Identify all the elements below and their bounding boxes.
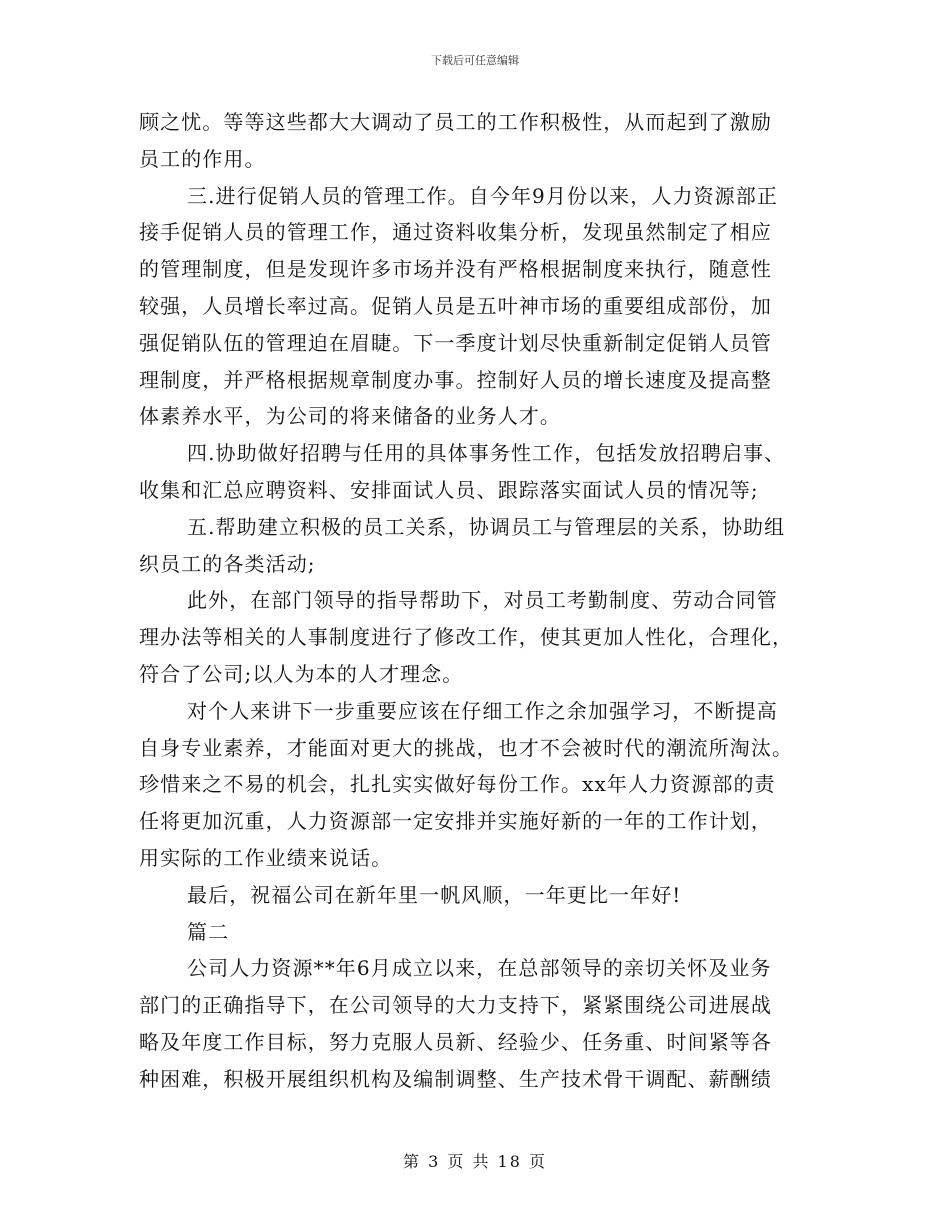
text-line: 种困难，积极开展组织机构及编制调整、生产技术骨干调配、薪酬绩 (139, 1066, 772, 1091)
text-line: 收集和汇总应聘资料、安排面试人员、跟踪落实面试人员的情况等; (139, 477, 759, 502)
text-line: 符合了公司;以人为本的人才理念。 (139, 661, 464, 686)
text-line: 五.帮助建立积极的员工关系，协调员工与管理层的关系，协助组 (187, 514, 786, 539)
text-line: 略及年度工作目标，努力克服人员新、经验少、任务重、时间紧等各 (139, 1029, 772, 1054)
text-line: 此外，在部门领导的指导帮助下，对员工考勤制度、劳动合同管 (187, 588, 778, 613)
text-line: 四.协助做好招聘与任用的具体事务性工作，包括发放招聘启事、 (187, 441, 786, 466)
text-line: 员工的作用。 (139, 146, 266, 171)
text-line: 最后，祝福公司在新年里一帆风顺，一年更比一年好! (187, 882, 682, 907)
text-line: 强促销队伍的管理迫在眉睫。下一季度计划尽快重新制定促销人员管 (139, 330, 772, 355)
text-line: 用实际的工作业绩来说话。 (139, 845, 393, 870)
text-line: 自身专业素养，才能面对更大的挑战，也才不会被时代的潮流所淘汰。 (139, 735, 794, 760)
text-line: 理制度，并严格根据规章制度办事。控制好人员的增长速度及提高整 (139, 367, 772, 392)
text-line: 理办法等相关的人事制度进行了修改工作，使其更加人性化，合理化， (139, 625, 794, 650)
text-line: 的管理制度，但是发现许多市场并没有严格根据制度来执行，随意性 (139, 257, 772, 282)
document-body (139, 104, 811, 1098)
text-line: 织员工的各类活动; (139, 551, 316, 576)
text-line: 顾之忧。等等这些都大大调动了员工的工作积极性，从而起到了激励 (139, 110, 772, 134)
text-line: 对个人来讲下一步重要应该在仔细工作之余加强学习，不断提高 (187, 698, 778, 723)
text-line: 任将更加沉重，人力资源部一定安排并实施好新的一年的工作计划， (139, 809, 772, 834)
page-header-note: 下载后可任意编辑 (431, 54, 519, 67)
text-line: 三.进行促销人员的管理工作。自今年9月份以来，人力资源部正 (187, 183, 778, 208)
text-line: 体素养水平，为公司的将来储备的业务人才。 (139, 404, 561, 429)
text-line: 接手促销人员的管理工作，通过资料收集分析，发现虽然制定了相应 (139, 220, 772, 245)
page-number-footer: 第 3 页 共 18 页 (403, 1152, 547, 1171)
section-heading: 篇二 (187, 919, 230, 944)
text-line: 较强，人员增长率过高。促销人员是五叶神市场的重要组成部份，加 (139, 293, 772, 318)
text-line: 公司人力资源**年6月成立以来，在总部领导的亲切关怀及业务 (187, 956, 772, 981)
text-line: 珍惜来之不易的机会，扎扎实实做好每份工作。xx年人力资源部的责 (139, 772, 776, 797)
text-line: 部门的正确指导下，在公司领导的大力支持下，紧紧围绕公司进展战 (139, 993, 772, 1018)
